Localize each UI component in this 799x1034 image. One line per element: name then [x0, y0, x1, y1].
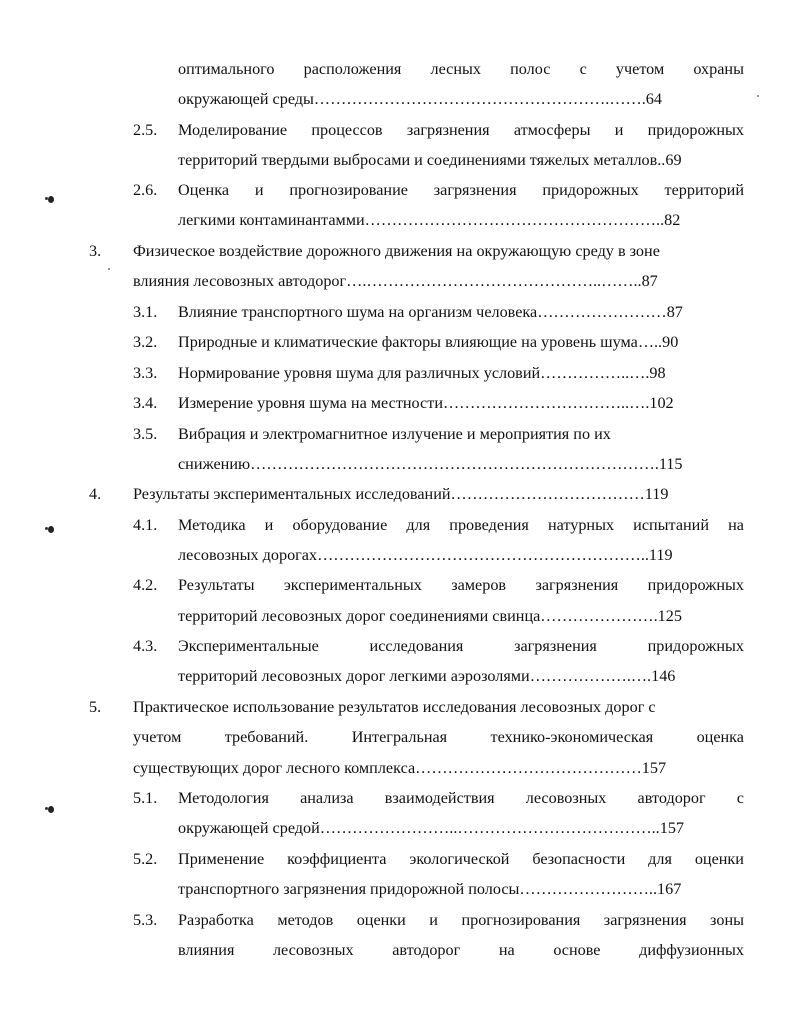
toc-entry-number: 4.2. [133, 576, 158, 594]
scan-speck [757, 95, 759, 97]
toc-entry-title-line: влияния лесовозных автодорог….……………………………………..……..87 [133, 272, 658, 290]
toc-word: процессов [311, 121, 383, 139]
toc-entry-number: 5.1. [133, 789, 158, 807]
toc-entry-title-line [178, 912, 744, 928]
toc-word: Методика [178, 516, 246, 534]
binder-hole-mark [48, 806, 54, 813]
toc-entry-number: 3. [89, 242, 102, 260]
toc-entry-number: 4.1. [133, 516, 158, 534]
toc-word: автодорог [392, 941, 461, 959]
toc-entry-number: 4.3. [133, 637, 158, 655]
toc-word: лесовозных [525, 789, 607, 807]
toc-word: атмосферы [513, 121, 591, 139]
toc-word: безопасности [532, 850, 626, 868]
toc-word: охраны [693, 60, 744, 78]
toc-word: на [498, 941, 515, 959]
toc-word: исследования [369, 637, 464, 655]
toc-entry-title-line: территорий твердыми выбросами и соединениями тяжелых металлов..69 [178, 151, 682, 169]
toc-word: учетом [133, 728, 182, 746]
toc-word: Результаты [178, 576, 255, 594]
toc-entry-title-line: окружающей средой……………………..………………………………..157 [178, 819, 685, 837]
toc-word: загрязнения [406, 121, 490, 139]
toc-word: с [736, 789, 744, 807]
toc-entry-title-line: транспортного загрязнения придорожной полосы……………………..167 [178, 880, 682, 898]
toc-word: Разработка [178, 911, 254, 929]
toc-entry-title-line: Природные и климатические факторы влияющие на уровень шума…..90 [178, 333, 679, 351]
toc-word: загрязнения [433, 181, 517, 199]
toc-word: лесных [430, 60, 481, 78]
toc-word: Методология [178, 789, 269, 807]
toc-entry-title-line [178, 790, 744, 806]
toc-entry-number: 5.2. [133, 850, 158, 868]
binder-hole-mark [48, 526, 54, 533]
toc-entry-title-line: Вибрация и электромагнитное излучение и мероприятия по их [178, 425, 611, 443]
toc-word: и [254, 181, 264, 199]
toc-word: и [429, 911, 438, 929]
toc-word: учетом [615, 60, 665, 78]
toc-word: на [728, 516, 744, 534]
toc-entry-title-line: Нормирование уровня шума для различных условий……………..….98 [178, 364, 666, 382]
toc-word: проведения [449, 516, 529, 534]
toc-word: и [614, 121, 624, 139]
toc-entry-title-line: снижению………………………………………………………………….115 [178, 455, 683, 473]
toc-word: для [406, 516, 431, 534]
toc-word: методов [277, 911, 334, 929]
toc-entry-title-line: лесовозных дорогах……………………………………………………..119 [178, 546, 673, 564]
toc-word: прогнозирование [289, 181, 408, 199]
toc-word: экспериментальных [283, 576, 422, 594]
toc-word: Оценка [178, 181, 230, 199]
toc-continuation-line: окружающей среды……………………………………………….…….64 [178, 90, 662, 108]
toc-entry-number: 3.4. [133, 394, 158, 412]
toc-word: взаимодействия [384, 789, 495, 807]
toc-word: придорожных [647, 576, 744, 594]
binder-hole-mark [48, 196, 54, 203]
toc-entry-number: 3.1. [133, 303, 158, 321]
toc-word: лесовозных [272, 941, 354, 959]
toc-word: коэффициента [287, 850, 387, 868]
toc-entry-title-line: территорий лесовозных дорог соединениями свинца………………….125 [178, 607, 682, 625]
toc-word: расположения [303, 60, 402, 78]
toc-word: экологической [409, 850, 510, 868]
toc-word: натурных [547, 516, 615, 534]
toc-word: оценки [694, 850, 744, 868]
toc-word: с [579, 60, 587, 78]
toc-word: испытаний [633, 516, 710, 534]
toc-word: зоны [710, 911, 744, 929]
toc-word: загрязнения [603, 911, 687, 929]
toc-entry-number: 2.6. [133, 181, 158, 199]
toc-word: придорожных [647, 637, 744, 655]
toc-continuation-line [178, 61, 744, 77]
toc-entry-title-line [178, 182, 744, 198]
toc-entry-number: 4. [89, 485, 102, 503]
toc-word: оценки [356, 911, 406, 929]
toc-entry-number: 3.2. [133, 333, 158, 351]
toc-entry-number: 3.5. [133, 425, 158, 443]
toc-word: Применение [178, 850, 265, 868]
toc-word: и [264, 516, 274, 534]
toc-entry-title-line [178, 851, 744, 867]
toc-word: прогнозирования [461, 911, 581, 929]
toc-entry-title-line [178, 942, 744, 958]
toc-word: технико-экономическая [490, 728, 654, 746]
toc-entry-title-line: Результаты экспериментальных исследований………………………………119 [133, 485, 669, 503]
toc-entry-title-line: Влияние транспортного шума на организм человека……………………87 [178, 303, 683, 321]
toc-entry-number: 3.3. [133, 364, 158, 382]
toc-word: загрязнения [514, 637, 597, 655]
scan-speck [108, 268, 110, 270]
toc-entry-number: 5. [89, 698, 102, 716]
toc-word: анализа [300, 789, 354, 807]
toc-entry-title-line: Практическое использование результатов исследования лесовозных дорог с [133, 698, 656, 716]
toc-word: оборудование [292, 516, 388, 534]
toc-word: придорожных [542, 181, 639, 199]
toc-word: придорожных [647, 121, 744, 139]
toc-word: замеров [451, 576, 507, 594]
toc-entry-title-line: легкими контаминантамми………………………………………………..82 [178, 211, 681, 229]
toc-entry-title-line: Измерение уровня шума на местности……………………………..….102 [178, 394, 674, 412]
toc-entry-number: 5.3. [133, 911, 158, 929]
toc-entry-title-line: территорий лесовозных дорог легкими аэрозолями……………….….146 [178, 667, 676, 685]
toc-entry-title-line [133, 729, 744, 745]
toc-entry-title-line: Физическое воздействие дорожного движения на окружающую среду в зоне [133, 242, 660, 260]
toc-word: оценка [696, 728, 744, 746]
toc-word: Экспериментальные [178, 637, 319, 655]
toc-word: основе [553, 941, 601, 959]
toc-word: полос [510, 60, 551, 78]
toc-entry-number: 2.5. [133, 121, 158, 139]
toc-entry-title-line: существующих дорог лесного комплекса……………………………………157 [133, 759, 667, 777]
toc-word: Моделирование [178, 121, 288, 139]
toc-entry-title-line [178, 517, 744, 533]
toc-word: требований. [224, 728, 309, 746]
toc-entry-title-line [178, 577, 744, 593]
toc-word: автодорог [637, 789, 706, 807]
toc-entry-title-line [178, 122, 744, 138]
toc-entry-title-line [178, 638, 744, 654]
toc-word: загрязнения [535, 576, 619, 594]
toc-word: для [648, 850, 672, 868]
toc-word: Интегральная [351, 728, 448, 746]
toc-word: оптимального [178, 60, 275, 78]
toc-word: влияния [178, 941, 235, 959]
toc-word: диффузионных [639, 941, 744, 959]
toc-word: территорий [664, 181, 744, 199]
